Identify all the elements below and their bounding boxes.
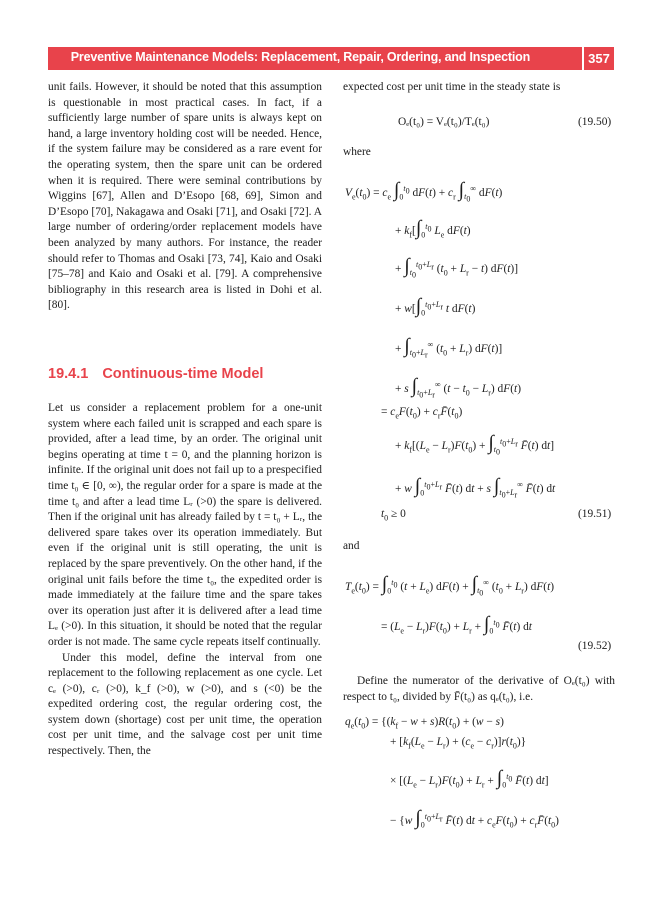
equation-label-19-51: (19.51): [578, 508, 612, 520]
left-column: [48, 80, 322, 314]
equation-label-19-52: (19.52): [578, 640, 612, 652]
left-column-lower: [48, 401, 322, 760]
running-header: [48, 47, 614, 70]
page-number: 357: [584, 47, 614, 70]
and-label: and: [343, 540, 360, 552]
paragraph-define: Define the numerator of the derivative of Oₑ(t₀) with respect to t₀, divided by F̄(t₀) as qₑ(t₀), i.e.: [343, 675, 615, 703]
section-number: 19.4.1: [48, 366, 89, 382]
right-column: [343, 80, 615, 96]
where-label: where: [343, 146, 371, 158]
equation-19-50: Oₑ(t₀) = Vₑ(t₀)/Tₑ(t₀): [398, 116, 490, 128]
right-intro: expected cost per unit time in the steady state is: [343, 81, 561, 93]
header-bar: [48, 47, 582, 70]
paragraph-intro: unit fails. However, it should be noted that this assumption is questionable in most practical cases. In fact, if a sufficiently large number of spare units is always kept on hand, a large inventory holding cost will be needed. Hence, if the system failure may be considered as a rare event for the operating system, then the spare unit can be ordered when it is required. There were seminal contributions by Wiggins [67], Allen and D’Esopo [68, 69], Simon and D’Esopo [70], Nakagawa and Osaki [71], and Osaki [72]. A large number of ordering/order replacement models have been analyzed by many authors. For instance, the reader should refer to Thomas and Osaki [73, 74], Kaio and Osaki [75–78] and Kaio and Osaki et al. [79]. A comprehensive bibliography in this research area is listed in Dohi et al. [80].: [48, 81, 322, 312]
page: Preventive Maintenance Models: Replacement, Repair, Ordering, and Inspection 357 unit fails. However, it should be noted that this assumption is questionable in most practical cases. In fact, if a sufficiently large number of spare units is always kept on hand, a large inventory holding cost will be needed. Hence, if the system failure may be considered as a rare event for the operating system, then the spare unit can be ordered when it is required. There were seminal contributions by Wiggins [67], Allen and D’Esopo [68, 69], Simon and D’Esopo [70], Nakagawa and Osaki [71], and Osaki [72]. A large number of ordering/order replacement models have been analyzed by many authors. For instance, the reader should refer to Thomas and Osaki [73, 74], Kaio and Osaki [75–78] and Kaio and Osaki et al. [79]. A comprehensive bibliography in this research area is listed in Dohi et al. [80]. 19.4.1 Continuous-time Model Let us consider a replacement problem for a one-unit system where each failed unit is scrapped and each spare is provided, after a lead time, by an order. The original unit begins operating at time t = 0, and the planning horizon is infinite. If the original unit does not fail up to a prespecified time t₀ ∈ [0, ∞), the regular order for a spare is made at the time t₀ and after a lead time Lᵣ (>0) the spare is delivered. Then if the original unit has already failed by t = t₀ + Lᵣ, the delivered spare takes over its operation immediately. But even if the original unit is still operating, the unit is replaced by the spare preventively. On the other hand, if the original unit fails before the time t₀, the expedited order is made immediately at the failure time and the spare takes over its operation just after it is delivered after a lead time Lₑ (>0). In this situation, it should be noted that the regular order is not made. The same cycle repeats itself continually. Under this model, define the interval from one replacement to the following replacement as one cycle. Let cₑ (>0), cᵣ (>0), k_f (>0), w (>0), and s (<0) be the expedited ordering cost, the regular ordering cost, the system down (shortage) cost per unit time, the operation cost per unit time, and the salvage cost per unit time respectively. Then, the expected cost per unit time in the steady state is Oₑ(t₀) = Vₑ(t₀)/Tₑ(t₀) (19.50) where $V_e(t_0) = c_e$ $\int_0^{t_0}$ $dF(t) + c_r$ $\int_{t_0}^\infty$ dF(t) + $k_f[\int_0^{t_0}$ $L_e$ dF(t) + $\int_{t_0}^{t_0+L_r}$ $(t_0 + L_r - t)$ dF(t)] + $w[\int_0^{t_0+L_r}$ t dF(t) + $\int_{t_0+L_r}^\infty$ $(t_0 + L_r)$ dF(t)] + s $\int_{t_0+L_r}^\infty$ $(t - t_0 - L_r)$ dF(t) = $c_eF(t_0)$ + $c_rF̄(t_0)$ + $k_f[(L_e - L_r)F(t_0) + \int_{t_0}^{t_0+L_r}$ F̄(t) dt] + w $\int_0^{t_0+L_r}$ F̄(t) dt + s $\int_{t_0+L_r}^\infty$ F̄(t) dt $t_0 \ge 0$ (19.51) and $T_e(t_0) = \int_0^{t_0}$ $(t + L_e)$ $dF(t) + \int_{t_0}^\infty$ $(t_0 + L_r)$ dF(t) = $(L_e - L_r)F(t_0) + L_r + \int_0^{t_0}$ F̄(t) dt (19.52) Define the numerator of the derivative of Oₑ(t₀) with respect to t₀, divided by F̄(t₀) as qₑ(t₀), i.e. $q_e(t_0) = \{(k_f - w + s)R(t_0) + (w - s)$ + $[k_f(L_e - L_r) + (c_e - c_r)]r(t_0)$} × [$(L_e - L_r)F(t_0) + L_r + \int_0^{t_0}$ F̄(t) dt] − {w $\int_0^{t_0+L_r}$ F̄(t) dt + $c_eF(t_0)$ + $c_rF̄(t_0)$: [0, 0, 662, 900]
section-title: Continuous-time Model: [102, 366, 264, 382]
section-heading: [48, 366, 263, 382]
right-define-paragraph: [343, 674, 615, 705]
running-title: Preventive Maintenance Models: Replacement, Repair, Ordering, and Inspection: [70, 50, 530, 64]
equation-label-19-50: (19.50): [578, 116, 612, 128]
paragraph-cycle: Under this model, define the interval from one replacement to the following replacement as one cycle. Let cₑ (>0), cᵣ (>0), k_f (>0), w (>0), and s (<0) be the expedited ordering cost, the regular ordering cost, the system down (shortage) cost per unit time, the operation cost per unit time, and the salvage cost per unit time respectively. Then, the: [48, 651, 322, 758]
paragraph-model: Let us consider a replacement problem for a one-unit system where each failed unit is scrapped and each spare is provided, after a lead time, by an order. The original unit begins operating at time t = 0, and the planning horizon is infinite. If the original unit does not fail up to a prespecified time t₀ ∈ [0, ∞), the regular order for a spare is made at the time t₀ and after a lead time Lᵣ (>0) the spare is delivered. Then if the original unit has already failed by t = t₀ + Lᵣ, the delivered spare takes over its operation immediately. But even if the original unit is still operating, the unit is replaced by the spare preventively. On the other hand, if the original unit fails before the time t₀, the expedited order is made immediately at the failure time and the spare takes over its operation just after it is delivered after a lead time Lₑ (>0). In this situation, it should be noted that the regular order is not made. The same cycle repeats itself continually.: [48, 402, 322, 648]
